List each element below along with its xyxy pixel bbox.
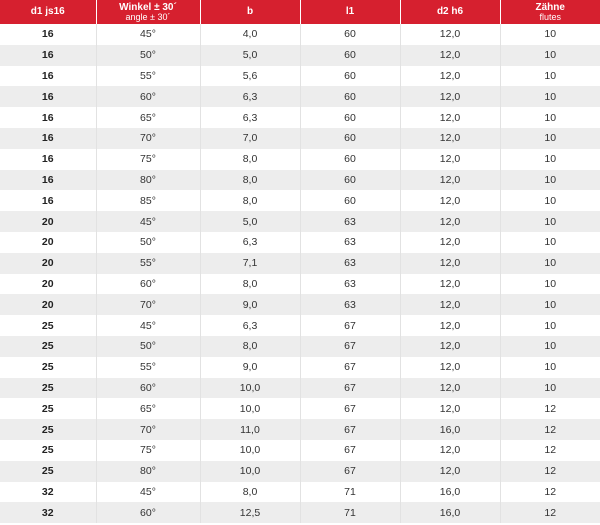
- cell-angle: 55°: [96, 66, 200, 87]
- cell-angle: 60°: [96, 274, 200, 295]
- cell-d2: 12,0: [400, 149, 500, 170]
- cell-angle: 65°: [96, 107, 200, 128]
- table-row: [0, 502, 600, 523]
- cell-b: 8,0: [200, 482, 300, 503]
- cell-b: 8,0: [200, 336, 300, 357]
- cell-d2: 12,0: [400, 45, 500, 66]
- table-row: [0, 170, 600, 191]
- cell-d1: 32: [0, 482, 96, 503]
- table-row: [0, 461, 600, 482]
- cell-angle: 60°: [96, 86, 200, 107]
- table-row: [0, 315, 600, 336]
- table-header: [0, 0, 600, 24]
- header-b: [200, 0, 300, 24]
- header-d1: [0, 0, 96, 24]
- cell-d2: 12,0: [400, 336, 500, 357]
- cell-angle: 55°: [96, 253, 200, 274]
- cell-b: 5,0: [200, 45, 300, 66]
- cell-b: 5,0: [200, 211, 300, 232]
- cell-d1: 25: [0, 419, 96, 440]
- cell-flutes: 10: [500, 86, 600, 107]
- cell-flutes: 12: [500, 461, 600, 482]
- cell-b: 6,3: [200, 107, 300, 128]
- cell-d2: 12,0: [400, 357, 500, 378]
- cell-d2: 12,0: [400, 274, 500, 295]
- table-row: [0, 274, 600, 295]
- cell-l1: 60: [300, 149, 400, 170]
- cell-d1: 25: [0, 461, 96, 482]
- cell-l1: 60: [300, 24, 400, 45]
- header-flutes: [500, 0, 600, 24]
- cell-d1: 16: [0, 86, 96, 107]
- cell-d1: 16: [0, 107, 96, 128]
- cell-l1: 60: [300, 170, 400, 191]
- table-row: [0, 253, 600, 274]
- cell-d1: 20: [0, 294, 96, 315]
- cell-l1: 67: [300, 440, 400, 461]
- cell-d2: 16,0: [400, 482, 500, 503]
- table-row: [0, 440, 600, 461]
- cell-d1: 25: [0, 378, 96, 399]
- cell-l1: 67: [300, 378, 400, 399]
- table-row: [0, 149, 600, 170]
- cell-angle: 75°: [96, 440, 200, 461]
- cell-b: 5,6: [200, 66, 300, 87]
- table-row: [0, 294, 600, 315]
- cell-flutes: 10: [500, 274, 600, 295]
- table-row: [0, 419, 600, 440]
- cell-b: 4,0: [200, 24, 300, 45]
- cell-d2: 12,0: [400, 440, 500, 461]
- cell-flutes: 10: [500, 232, 600, 253]
- cell-angle: 85°: [96, 190, 200, 211]
- table-row: [0, 378, 600, 399]
- cell-l1: 71: [300, 502, 400, 523]
- cell-angle: 65°: [96, 398, 200, 419]
- cell-b: 8,0: [200, 274, 300, 295]
- cell-d2: 12,0: [400, 232, 500, 253]
- cell-angle: 45°: [96, 211, 200, 232]
- cell-angle: 45°: [96, 482, 200, 503]
- cell-l1: 60: [300, 190, 400, 211]
- cell-d1: 16: [0, 149, 96, 170]
- header-b-label: b: [246, 6, 254, 17]
- cell-l1: 63: [300, 211, 400, 232]
- header-flutes-label: Zähne: [535, 1, 565, 13]
- cell-flutes: 10: [500, 107, 600, 128]
- cell-b: 10,0: [200, 378, 300, 399]
- cell-l1: 60: [300, 66, 400, 87]
- table-row: [0, 66, 600, 87]
- cell-l1: 67: [300, 398, 400, 419]
- cell-angle: 55°: [96, 357, 200, 378]
- cell-flutes: 10: [500, 45, 600, 66]
- header-angle-label: Winkel ± 30´: [119, 1, 177, 13]
- cell-l1: 63: [300, 274, 400, 295]
- cell-flutes: 10: [500, 294, 600, 315]
- cell-angle: 80°: [96, 461, 200, 482]
- header-flutes-sub: flutes: [539, 11, 561, 22]
- cell-angle: 50°: [96, 336, 200, 357]
- cell-flutes: 10: [500, 253, 600, 274]
- cell-d2: 12,0: [400, 315, 500, 336]
- cell-d1: 25: [0, 336, 96, 357]
- cell-b: 6,3: [200, 315, 300, 336]
- cell-flutes: 10: [500, 128, 600, 149]
- cell-b: 11,0: [200, 419, 300, 440]
- cell-flutes: 10: [500, 378, 600, 399]
- table-row: [0, 482, 600, 503]
- cell-l1: 63: [300, 232, 400, 253]
- cell-d1: 32: [0, 502, 96, 523]
- cell-flutes: 12: [500, 419, 600, 440]
- table-row: [0, 24, 600, 45]
- cell-angle: 50°: [96, 45, 200, 66]
- header-l1-label: l1: [345, 6, 355, 17]
- cell-flutes: 12: [500, 482, 600, 503]
- cell-d1: 20: [0, 253, 96, 274]
- cell-d1: 16: [0, 190, 96, 211]
- cell-b: 7,1: [200, 253, 300, 274]
- cell-d2: 12,0: [400, 128, 500, 149]
- cell-b: 12,5: [200, 502, 300, 523]
- cell-l1: 63: [300, 294, 400, 315]
- cell-angle: 70°: [96, 294, 200, 315]
- cell-flutes: 10: [500, 66, 600, 87]
- cell-d1: 16: [0, 128, 96, 149]
- table-row: [0, 45, 600, 66]
- cell-d2: 16,0: [400, 502, 500, 523]
- cell-angle: 80°: [96, 170, 200, 191]
- cell-angle: 70°: [96, 419, 200, 440]
- cell-l1: 67: [300, 461, 400, 482]
- cell-angle: 45°: [96, 24, 200, 45]
- cell-l1: 63: [300, 253, 400, 274]
- cell-l1: 60: [300, 107, 400, 128]
- cell-d2: 12,0: [400, 378, 500, 399]
- table-row: [0, 86, 600, 107]
- cell-d1: 16: [0, 66, 96, 87]
- cell-d2: 12,0: [400, 461, 500, 482]
- cell-l1: 67: [300, 357, 400, 378]
- cell-d1: 16: [0, 24, 96, 45]
- table-row: [0, 190, 600, 211]
- cell-flutes: 10: [500, 357, 600, 378]
- cell-flutes: 12: [500, 502, 600, 523]
- cell-l1: 60: [300, 128, 400, 149]
- cell-flutes: 10: [500, 149, 600, 170]
- table-row: [0, 107, 600, 128]
- cell-b: 8,0: [200, 149, 300, 170]
- table-row: [0, 336, 600, 357]
- cell-flutes: 10: [500, 336, 600, 357]
- cell-d1: 20: [0, 211, 96, 232]
- cell-flutes: 10: [500, 190, 600, 211]
- cell-angle: 75°: [96, 149, 200, 170]
- cell-flutes: 12: [500, 440, 600, 461]
- cell-b: 9,0: [200, 357, 300, 378]
- cell-l1: 60: [300, 86, 400, 107]
- cell-angle: 60°: [96, 378, 200, 399]
- cell-d2: 16,0: [400, 419, 500, 440]
- cell-b: 6,3: [200, 232, 300, 253]
- cell-d1: 25: [0, 398, 96, 419]
- cell-angle: 60°: [96, 502, 200, 523]
- cell-angle: 50°: [96, 232, 200, 253]
- cell-d2: 12,0: [400, 190, 500, 211]
- cell-flutes: 10: [500, 24, 600, 45]
- cell-l1: 67: [300, 336, 400, 357]
- cell-b: 10,0: [200, 440, 300, 461]
- cell-d2: 12,0: [400, 294, 500, 315]
- header-l1: [300, 0, 400, 24]
- header-d2-label: d2 h6: [436, 6, 464, 17]
- table-row: [0, 232, 600, 253]
- table-row: [0, 357, 600, 378]
- cell-d1: 25: [0, 357, 96, 378]
- cell-b: 8,0: [200, 190, 300, 211]
- cell-l1: 60: [300, 45, 400, 66]
- table-row: [0, 128, 600, 149]
- cell-l1: 67: [300, 419, 400, 440]
- cell-d1: 20: [0, 232, 96, 253]
- cell-b: 9,0: [200, 294, 300, 315]
- table-row: [0, 398, 600, 419]
- cell-b: 10,0: [200, 398, 300, 419]
- cell-d2: 12,0: [400, 66, 500, 87]
- header-d1-label: d1 js16: [30, 6, 65, 17]
- table-body: [0, 24, 600, 523]
- cell-b: 7,0: [200, 128, 300, 149]
- cell-d1: 25: [0, 315, 96, 336]
- header-d2: [400, 0, 500, 24]
- cell-d1: 25: [0, 440, 96, 461]
- cell-l1: 67: [300, 315, 400, 336]
- cell-d2: 12,0: [400, 170, 500, 191]
- cell-d1: 16: [0, 45, 96, 66]
- table-row: [0, 211, 600, 232]
- cell-d2: 12,0: [400, 86, 500, 107]
- cell-d1: 20: [0, 274, 96, 295]
- cell-d2: 12,0: [400, 107, 500, 128]
- cell-l1: 71: [300, 482, 400, 503]
- cell-angle: 70°: [96, 128, 200, 149]
- header-angle-sub: angle ± 30´: [125, 11, 171, 22]
- cell-flutes: 10: [500, 170, 600, 191]
- cell-flutes: 12: [500, 398, 600, 419]
- cell-b: 6,3: [200, 86, 300, 107]
- cell-d2: 12,0: [400, 24, 500, 45]
- cell-flutes: 10: [500, 315, 600, 336]
- cell-d2: 12,0: [400, 211, 500, 232]
- cell-b: 10,0: [200, 461, 300, 482]
- header-row: [0, 0, 600, 24]
- cell-b: 8,0: [200, 170, 300, 191]
- cell-flutes: 10: [500, 211, 600, 232]
- cell-d2: 12,0: [400, 398, 500, 419]
- cell-d2: 12,0: [400, 253, 500, 274]
- cell-angle: 45°: [96, 315, 200, 336]
- cell-d1: 16: [0, 170, 96, 191]
- header-angle: [96, 0, 200, 24]
